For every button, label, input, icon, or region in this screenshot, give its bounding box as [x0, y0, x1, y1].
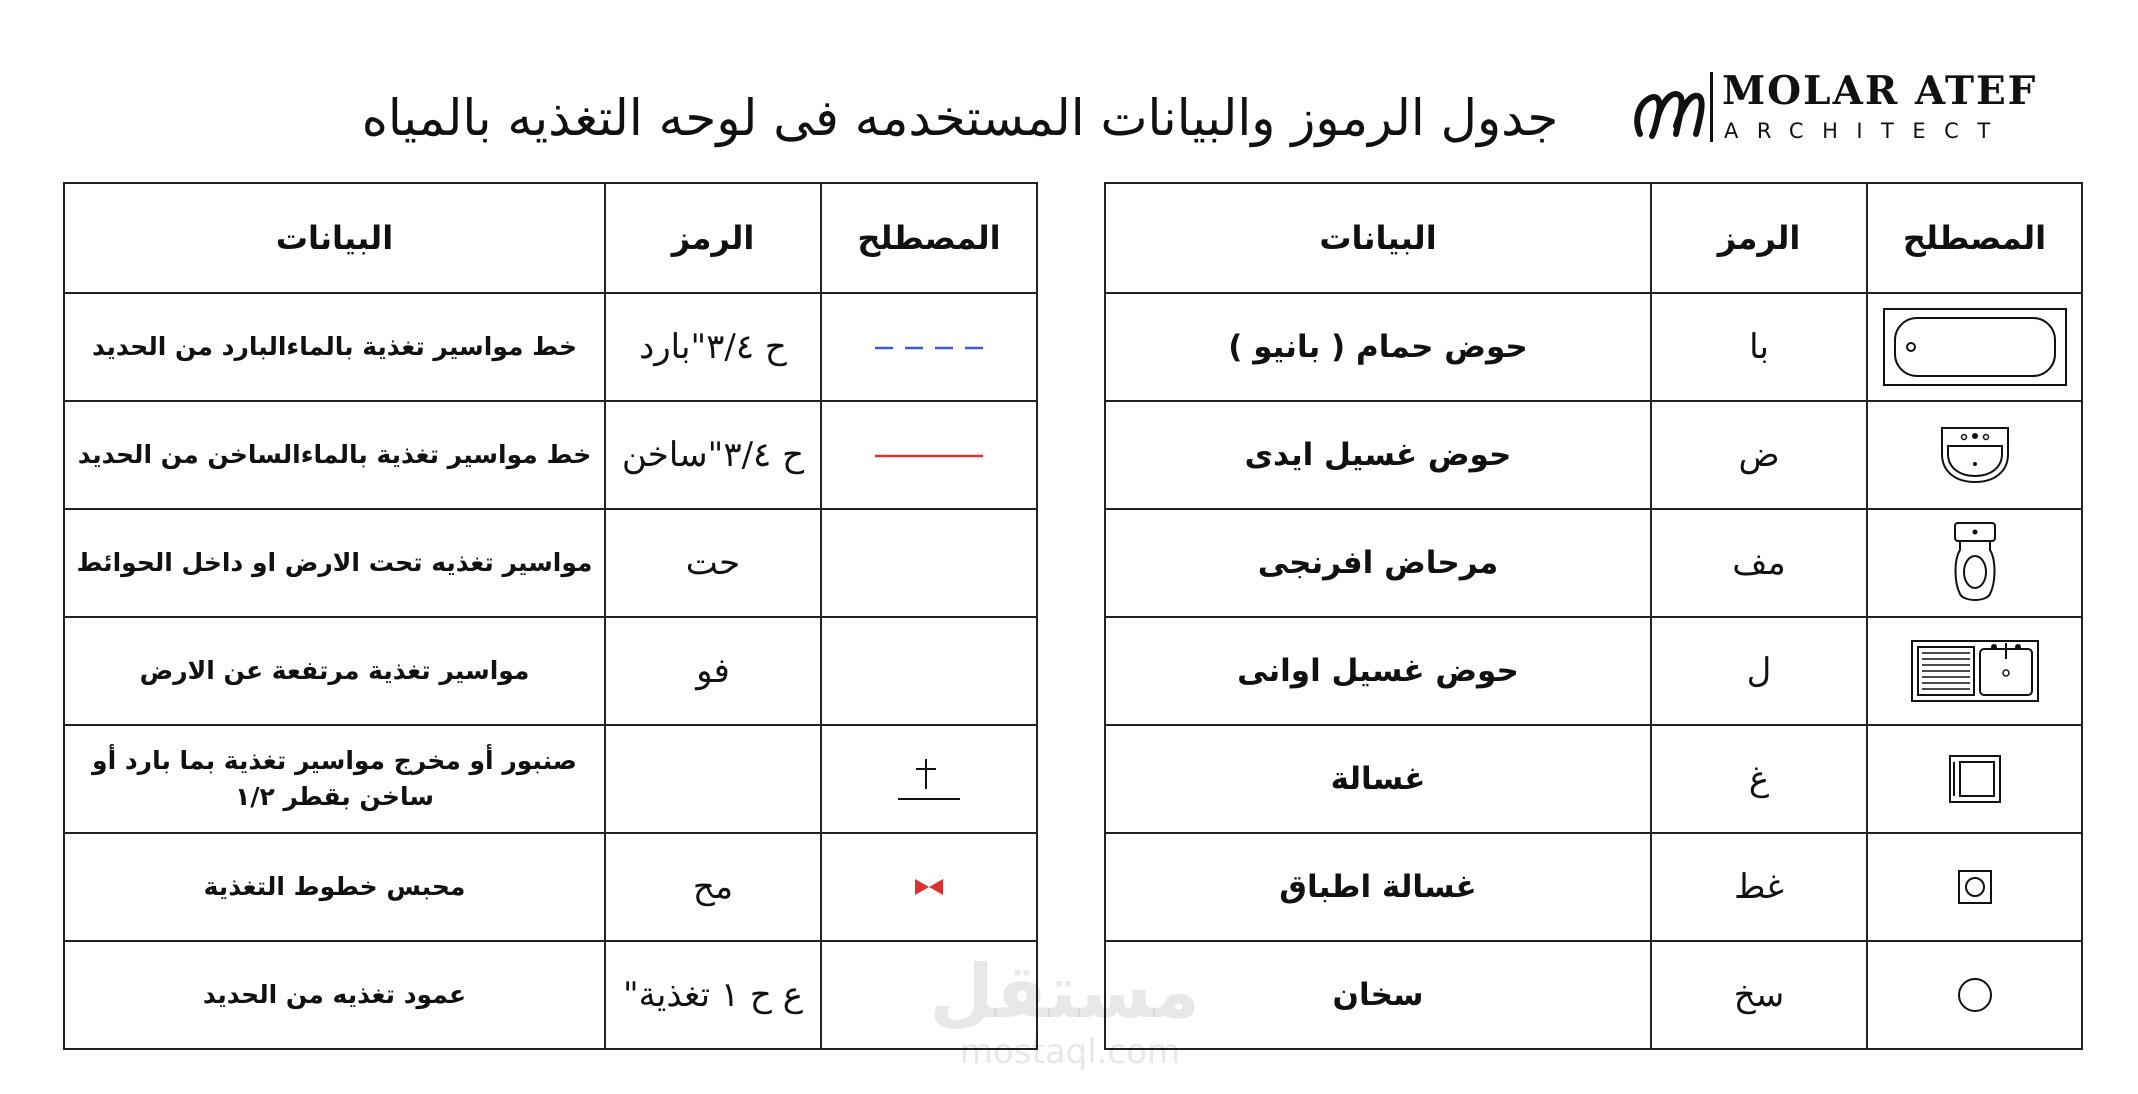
- logo-name: MOLAR ATEF: [1722, 68, 2038, 114]
- table-row: [64, 509, 1037, 617]
- table-row: [1105, 293, 2082, 401]
- data-cell: محبس خطوط التغذية: [64, 833, 605, 941]
- pipes-table: [63, 182, 1038, 1050]
- cold-water-line-icon: [873, 343, 985, 353]
- data-cell: خط مواسير تغذية بالماءالساخن من الحديد: [64, 401, 605, 509]
- fixtures-table: [1104, 182, 2083, 1050]
- data-cell: غسالة اطباق: [1105, 833, 1651, 941]
- kitchen-sink-icon: [1910, 639, 2040, 703]
- ma-monogram-icon: [1630, 68, 1708, 148]
- term-cell: [821, 941, 1037, 1049]
- term-cell: [821, 617, 1037, 725]
- header-symbol: الرمز: [605, 183, 821, 293]
- logo: [1630, 68, 2038, 148]
- data-cell: عمود تغذيه من الحديد: [64, 941, 605, 1049]
- term-cell: [821, 725, 1037, 833]
- symbol-cell: مح: [605, 833, 821, 941]
- logo-subtitle: ARCHITECT: [1724, 119, 2009, 143]
- term-cell: [1867, 833, 2082, 941]
- valve-icon: [913, 877, 945, 897]
- data-cell: حوض حمام ( بانيو ): [1105, 293, 1651, 401]
- table-row: [1105, 725, 2082, 833]
- symbol-cell: غ: [1651, 725, 1867, 833]
- table-row: [1105, 401, 2082, 509]
- table-row: [1105, 509, 2082, 617]
- symbol-cell: [605, 725, 821, 833]
- symbol-cell: ح ٣/٤"بارد: [605, 293, 821, 401]
- term-cell: [1867, 401, 2082, 509]
- table-header-row: [64, 183, 1037, 293]
- term-cell: [1867, 617, 2082, 725]
- term-cell: [821, 401, 1037, 509]
- table-row: [64, 293, 1037, 401]
- table-row: [1105, 617, 2082, 725]
- dishwasher-icon: [1957, 869, 1993, 905]
- table-row: [1105, 833, 2082, 941]
- data-cell: غسالة: [1105, 725, 1651, 833]
- term-cell: [821, 833, 1037, 941]
- hot-water-line-icon: [873, 451, 985, 461]
- table-row: [64, 833, 1037, 941]
- table-row: [64, 725, 1037, 833]
- bathtub-icon: [1881, 306, 2069, 388]
- symbol-cell: با: [1651, 293, 1867, 401]
- term-cell: [1867, 941, 2082, 1049]
- data-cell: حوض غسيل اوانى: [1105, 617, 1651, 725]
- watermark-latin: mostaql.com: [959, 1032, 1181, 1072]
- western-toilet-icon: [1952, 520, 1998, 606]
- symbol-cell: مف: [1651, 509, 1867, 617]
- hand-washbasin-icon: [1938, 424, 2012, 486]
- term-cell: [821, 509, 1037, 617]
- symbol-cell: ح ٣/٤"ساخن: [605, 401, 821, 509]
- term-cell: [1867, 725, 2082, 833]
- data-cell: حوض غسيل ايدى: [1105, 401, 1651, 509]
- term-cell: [821, 293, 1037, 401]
- symbol-cell: حت: [605, 509, 821, 617]
- data-cell: خط مواسير تغذية بالماءالبارد من الحديد: [64, 293, 605, 401]
- faucet-outlet-icon: [896, 755, 962, 803]
- header-data: البيانات: [64, 183, 605, 293]
- data-cell: سخان: [1105, 941, 1651, 1049]
- logo-divider: [1710, 72, 1713, 142]
- page-title: جدول الرموز والبيانات المستخدمه فى لوحه التغذيه بالمياه: [361, 89, 1559, 147]
- table-row: [1105, 941, 2082, 1049]
- data-cell: مرحاض افرنجى: [1105, 509, 1651, 617]
- data-cell: صنبور أو مخرج مواسير تغذية بما بارد أو ساخن بقطر ١/٢: [64, 725, 605, 833]
- symbol-cell: ل: [1651, 617, 1867, 725]
- table-row: [64, 617, 1037, 725]
- watermark-arabic: مستقل: [929, 949, 1200, 1035]
- symbol-cell: غط: [1651, 833, 1867, 941]
- water-heater-icon: [1956, 976, 1994, 1014]
- symbol-cell: ض: [1651, 401, 1867, 509]
- data-cell: مواسير تغذية مرتفعة عن الارض: [64, 617, 605, 725]
- header-term: المصطلح: [1867, 183, 2082, 293]
- term-cell: [1867, 293, 2082, 401]
- washing-machine-icon: [1948, 754, 2002, 804]
- symbol-cell: ع ح ١ تغذية": [605, 941, 821, 1049]
- table-header-row: [1105, 183, 2082, 293]
- header-data: البيانات: [1105, 183, 1651, 293]
- header-symbol: الرمز: [1651, 183, 1867, 293]
- table-row: [64, 941, 1037, 1049]
- symbol-cell: سخ: [1651, 941, 1867, 1049]
- symbol-cell: فو: [605, 617, 821, 725]
- data-cell: مواسير تغذيه تحت الارض او داخل الحوائط: [64, 509, 605, 617]
- header-term: المصطلح: [821, 183, 1037, 293]
- table-row: [64, 401, 1037, 509]
- term-cell: [1867, 509, 2082, 617]
